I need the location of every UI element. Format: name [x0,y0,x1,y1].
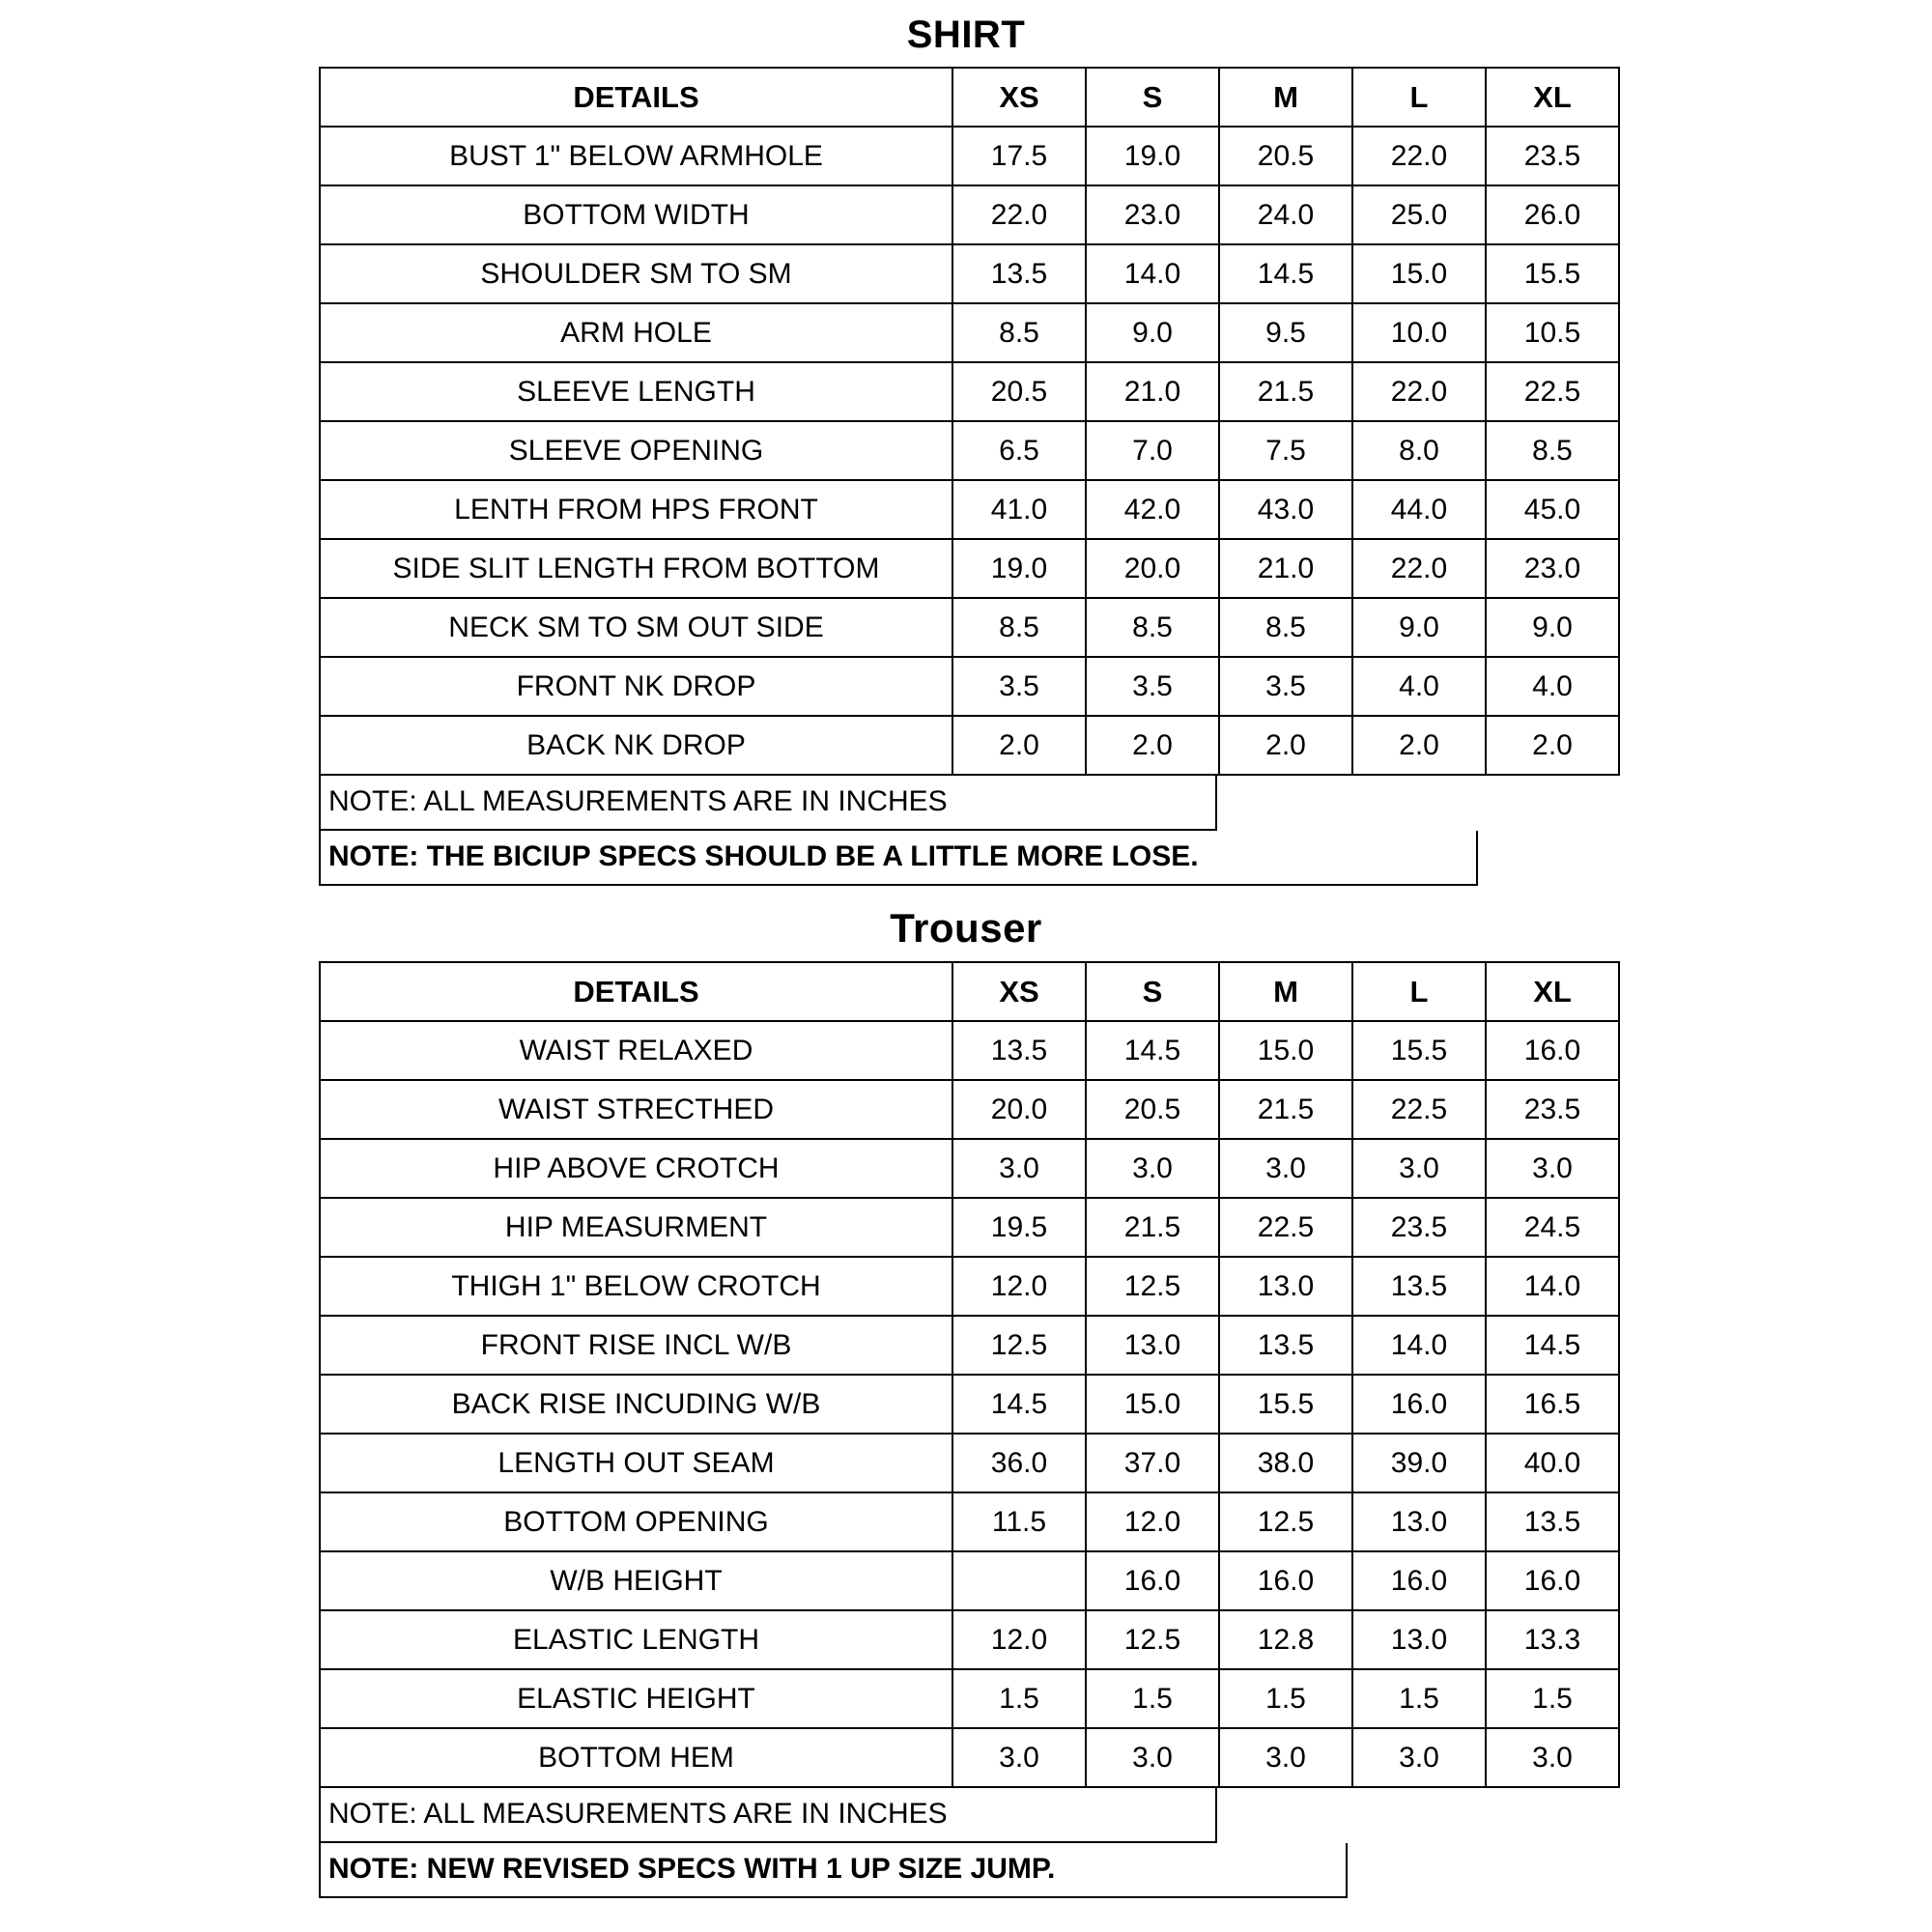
table-row [320,362,1619,421]
row-label: BUST 1" BELOW ARMHOLE [320,127,952,185]
cell-m: 13.0 [1219,1257,1352,1316]
row-label: SIDE SLIT LENGTH FROM BOTTOM [320,539,952,598]
cell-s: 12.5 [1086,1610,1219,1669]
cell-m: 20.5 [1219,127,1352,185]
cell-xl: 13.5 [1486,1492,1619,1551]
cell-xs: 3.0 [952,1139,1086,1198]
cell-xl: 14.0 [1486,1257,1619,1316]
cell-l: 10.0 [1352,303,1486,362]
column-header-details: DETAILS [320,962,952,1021]
cell-xl: 23.5 [1486,127,1619,185]
cell-xs: 19.0 [952,539,1086,598]
cell-m: 13.5 [1219,1316,1352,1375]
row-label: NECK SM TO SM OUT SIDE [320,598,952,657]
table-row [320,716,1619,775]
cell-xl: 24.5 [1486,1198,1619,1257]
cell-xs: 3.5 [952,657,1086,716]
cell-xs: 1.5 [952,1669,1086,1728]
row-label: LENGTH OUT SEAM [320,1434,952,1492]
table-row [320,539,1619,598]
cell-m: 12.5 [1219,1492,1352,1551]
cell-s: 1.5 [1086,1669,1219,1728]
cell-s: 14.0 [1086,244,1219,303]
cell-xl: 26.0 [1486,185,1619,244]
cell-s: 2.0 [1086,716,1219,775]
cell-m: 15.0 [1219,1021,1352,1080]
row-label: HIP MEASURMENT [320,1198,952,1257]
table-row [320,1257,1619,1316]
table-row [320,598,1619,657]
table-row [320,1080,1619,1139]
cell-xs: 13.5 [952,1021,1086,1080]
cell-xl: 3.0 [1486,1139,1619,1198]
cell-xl: 13.3 [1486,1610,1619,1669]
cell-s: 23.0 [1086,185,1219,244]
row-label: WAIST STRECTHED [320,1080,952,1139]
cell-xl: 9.0 [1486,598,1619,657]
cell-xs: 6.5 [952,421,1086,480]
table-row [320,657,1619,716]
cell-l: 39.0 [1352,1434,1486,1492]
column-header-m: M [1219,68,1352,127]
cell-xl: 22.5 [1486,362,1619,421]
cell-m: 21.5 [1219,1080,1352,1139]
column-header-details: DETAILS [320,68,952,127]
trouser-note-measurements: NOTE: ALL MEASUREMENTS ARE IN INCHES [319,1788,1217,1843]
table-row [320,244,1619,303]
shirt-measurement-table [319,67,1620,776]
cell-s: 37.0 [1086,1434,1219,1492]
cell-xl: 10.5 [1486,303,1619,362]
cell-xs: 12.0 [952,1257,1086,1316]
cell-l: 13.5 [1352,1257,1486,1316]
cell-s: 21.0 [1086,362,1219,421]
cell-l: 1.5 [1352,1669,1486,1728]
cell-s: 42.0 [1086,480,1219,539]
cell-l: 22.0 [1352,362,1486,421]
cell-s: 19.0 [1086,127,1219,185]
table-row [320,1434,1619,1492]
cell-l: 16.0 [1352,1375,1486,1434]
column-header-xs: XS [952,68,1086,127]
table-row [320,303,1619,362]
table-row [320,1316,1619,1375]
cell-s: 16.0 [1086,1551,1219,1610]
cell-s: 3.5 [1086,657,1219,716]
cell-l: 22.0 [1352,127,1486,185]
cell-xl: 45.0 [1486,480,1619,539]
cell-xs: 11.5 [952,1492,1086,1551]
cell-l: 16.0 [1352,1551,1486,1610]
cell-l: 2.0 [1352,716,1486,775]
cell-xs: 14.5 [952,1375,1086,1434]
cell-l: 15.5 [1352,1021,1486,1080]
row-label: WAIST RELAXED [320,1021,952,1080]
cell-xs: 13.5 [952,244,1086,303]
cell-xs [952,1551,1086,1610]
cell-xl: 16.0 [1486,1021,1619,1080]
cell-s: 7.0 [1086,421,1219,480]
row-label: LENTH FROM HPS FRONT [320,480,952,539]
cell-l: 3.0 [1352,1139,1486,1198]
row-label: FRONT NK DROP [320,657,952,716]
cell-xl: 16.5 [1486,1375,1619,1434]
cell-xs: 3.0 [952,1728,1086,1787]
cell-xs: 41.0 [952,480,1086,539]
row-label: THIGH 1" BELOW CROTCH [320,1257,952,1316]
cell-l: 3.0 [1352,1728,1486,1787]
cell-xs: 8.5 [952,303,1086,362]
cell-m: 2.0 [1219,716,1352,775]
row-label: W/B HEIGHT [320,1551,952,1610]
trouser-title: Trouser [890,905,1042,951]
cell-m: 43.0 [1219,480,1352,539]
column-header-l: L [1352,68,1486,127]
cell-l: 22.0 [1352,539,1486,598]
cell-s: 13.0 [1086,1316,1219,1375]
cell-xs: 12.5 [952,1316,1086,1375]
column-header-s: S [1086,962,1219,1021]
table-row [320,1139,1619,1198]
table-row [320,185,1619,244]
cell-xl: 8.5 [1486,421,1619,480]
row-label: BOTTOM WIDTH [320,185,952,244]
cell-s: 21.5 [1086,1198,1219,1257]
table-row [320,480,1619,539]
cell-m: 9.5 [1219,303,1352,362]
column-header-xl: XL [1486,68,1619,127]
trouser-note-revised: NOTE: NEW REVISED SPECS WITH 1 UP SIZE JUMP. [319,1843,1348,1898]
cell-xl: 15.5 [1486,244,1619,303]
cell-s: 9.0 [1086,303,1219,362]
cell-xs: 8.5 [952,598,1086,657]
row-label: ELASTIC LENGTH [320,1610,952,1669]
cell-xs: 36.0 [952,1434,1086,1492]
shirt-table-wrap [0,67,1932,886]
column-header-s: S [1086,68,1219,127]
cell-s: 3.0 [1086,1728,1219,1787]
cell-l: 13.0 [1352,1610,1486,1669]
cell-xl: 2.0 [1486,716,1619,775]
cell-m: 3.0 [1219,1139,1352,1198]
row-label: HIP ABOVE CROTCH [320,1139,952,1198]
row-label: SLEEVE LENGTH [320,362,952,421]
row-label: ARM HOLE [320,303,952,362]
cell-l: 8.0 [1352,421,1486,480]
table-row [320,127,1619,185]
cell-m: 14.5 [1219,244,1352,303]
table-row [320,1375,1619,1434]
table-row [320,1198,1619,1257]
trouser-table-wrap [0,961,1932,1898]
cell-l: 9.0 [1352,598,1486,657]
cell-s: 15.0 [1086,1375,1219,1434]
row-label: SLEEVE OPENING [320,421,952,480]
column-header-l: L [1352,962,1486,1021]
row-label: SHOULDER SM TO SM [320,244,952,303]
cell-s: 20.0 [1086,539,1219,598]
table-row [320,1610,1619,1669]
cell-l: 44.0 [1352,480,1486,539]
cell-s: 14.5 [1086,1021,1219,1080]
cell-xs: 2.0 [952,716,1086,775]
cell-m: 7.5 [1219,421,1352,480]
row-label: BACK RISE INCUDING W/B [320,1375,952,1434]
cell-m: 22.5 [1219,1198,1352,1257]
cell-xl: 1.5 [1486,1669,1619,1728]
cell-s: 8.5 [1086,598,1219,657]
cell-xs: 22.0 [952,185,1086,244]
cell-l: 22.5 [1352,1080,1486,1139]
table-row [320,1551,1619,1610]
cell-l: 15.0 [1352,244,1486,303]
row-label: BACK NK DROP [320,716,952,775]
cell-m: 3.0 [1219,1728,1352,1787]
cell-xl: 23.5 [1486,1080,1619,1139]
cell-l: 23.5 [1352,1198,1486,1257]
shirt-note-bicep: NOTE: THE BICIUP SPECS SHOULD BE A LITTLE MORE LOSE. [319,831,1478,886]
cell-s: 12.0 [1086,1492,1219,1551]
cell-xs: 20.5 [952,362,1086,421]
cell-m: 24.0 [1219,185,1352,244]
trouser-measurement-table [319,961,1620,1788]
cell-m: 15.5 [1219,1375,1352,1434]
cell-m: 3.5 [1219,657,1352,716]
cell-m: 1.5 [1219,1669,1352,1728]
column-header-xl: XL [1486,962,1619,1021]
row-label: BOTTOM HEM [320,1728,952,1787]
cell-xl: 14.5 [1486,1316,1619,1375]
cell-l: 4.0 [1352,657,1486,716]
cell-xs: 12.0 [952,1610,1086,1669]
row-label: FRONT RISE INCL W/B [320,1316,952,1375]
column-header-m: M [1219,962,1352,1021]
cell-xs: 20.0 [952,1080,1086,1139]
shirt-title: SHIRT [906,14,1026,56]
table-row [320,1492,1619,1551]
table-row [320,421,1619,480]
cell-s: 12.5 [1086,1257,1219,1316]
table-row [320,1728,1619,1787]
cell-m: 16.0 [1219,1551,1352,1610]
column-header-xs: XS [952,962,1086,1021]
cell-m: 21.0 [1219,539,1352,598]
cell-xl: 3.0 [1486,1728,1619,1787]
cell-xl: 16.0 [1486,1551,1619,1610]
cell-l: 25.0 [1352,185,1486,244]
table-header-row [320,962,1619,1021]
table-row [320,1669,1619,1728]
table-row [320,1021,1619,1080]
cell-xl: 4.0 [1486,657,1619,716]
cell-xs: 17.5 [952,127,1086,185]
table-header-row [320,68,1619,127]
cell-l: 14.0 [1352,1316,1486,1375]
cell-xs: 19.5 [952,1198,1086,1257]
cell-s: 3.0 [1086,1139,1219,1198]
shirt-note-measurements: NOTE: ALL MEASUREMENTS ARE IN INCHES [319,776,1217,831]
cell-s: 20.5 [1086,1080,1219,1139]
row-label: ELASTIC HEIGHT [320,1669,952,1728]
cell-l: 13.0 [1352,1492,1486,1551]
cell-m: 12.8 [1219,1610,1352,1669]
cell-xl: 40.0 [1486,1434,1619,1492]
trouser-section [0,886,1932,1898]
row-label: BOTTOM OPENING [320,1492,952,1551]
cell-m: 21.5 [1219,362,1352,421]
cell-m: 8.5 [1219,598,1352,657]
shirt-section [0,8,1932,886]
cell-xl: 23.0 [1486,539,1619,598]
cell-m: 38.0 [1219,1434,1352,1492]
